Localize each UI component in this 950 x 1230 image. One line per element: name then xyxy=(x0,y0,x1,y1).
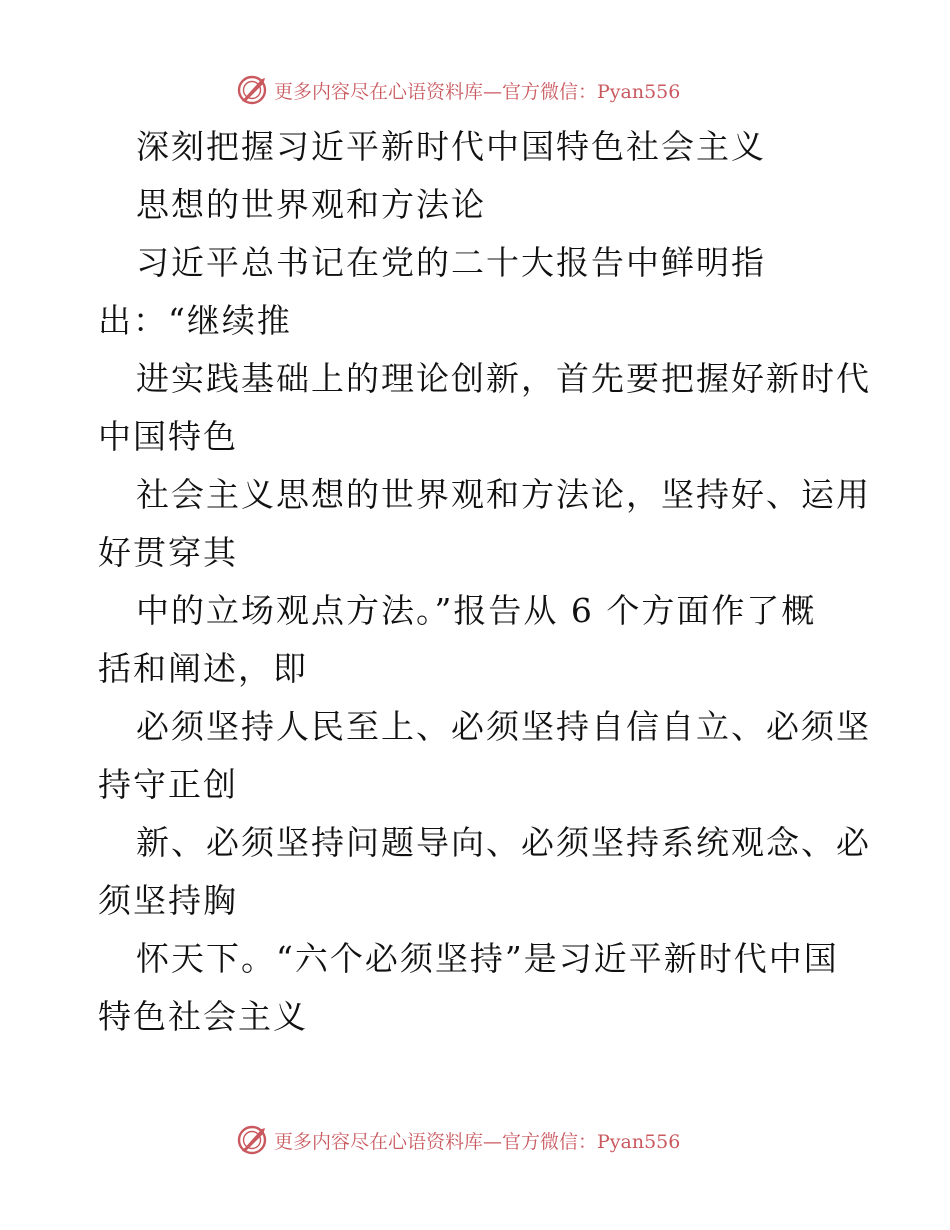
quill-pen-logo-icon xyxy=(236,74,268,106)
text-line: 社会主义思想的世界观和方法论，坚持好、运用 xyxy=(136,475,871,514)
text-line: 出：“继续推 xyxy=(98,301,292,340)
text-line: 持守正创 xyxy=(98,765,238,804)
document-body xyxy=(98,118,871,1046)
text-line: 须坚持胸 xyxy=(98,881,238,920)
text-line: 进实践基础上的理论创新，首先要把握好新时代 xyxy=(136,359,871,398)
text-line: 怀天下。“六个必须坚持”是习近平新时代中国 xyxy=(136,939,839,978)
footer-banner-text: 更多内容尽在心语资料库—官方微信：Pyan556 xyxy=(274,1130,681,1153)
text-line: 中的立场观点方法。”报告从 6 个方面作了概 xyxy=(136,591,817,630)
text-line: 好贯穿其 xyxy=(98,533,238,572)
footer-banner xyxy=(236,1122,716,1158)
text-line: 必须坚持人民至上、必须坚持自信自立、必须坚 xyxy=(136,707,871,746)
text-line: 深刻把握习近平新时代中国特色社会主义 xyxy=(136,127,766,166)
text-line: 习近平总书记在党的二十大报告中鲜明指 xyxy=(136,243,766,282)
text-line: 括和阐述，即 xyxy=(98,649,308,688)
header-banner-text: 更多内容尽在心语资料库—官方微信：Pyan556 xyxy=(274,80,681,103)
header-banner xyxy=(236,72,716,108)
text-line: 中国特色 xyxy=(98,417,238,456)
quill-pen-logo-icon xyxy=(236,1124,268,1156)
text-line: 思想的世界观和方法论 xyxy=(136,185,486,224)
text-line: 新、必须坚持问题导向、必须坚持系统观念、必 xyxy=(136,823,871,862)
text-line: 特色社会主义 xyxy=(98,997,308,1036)
